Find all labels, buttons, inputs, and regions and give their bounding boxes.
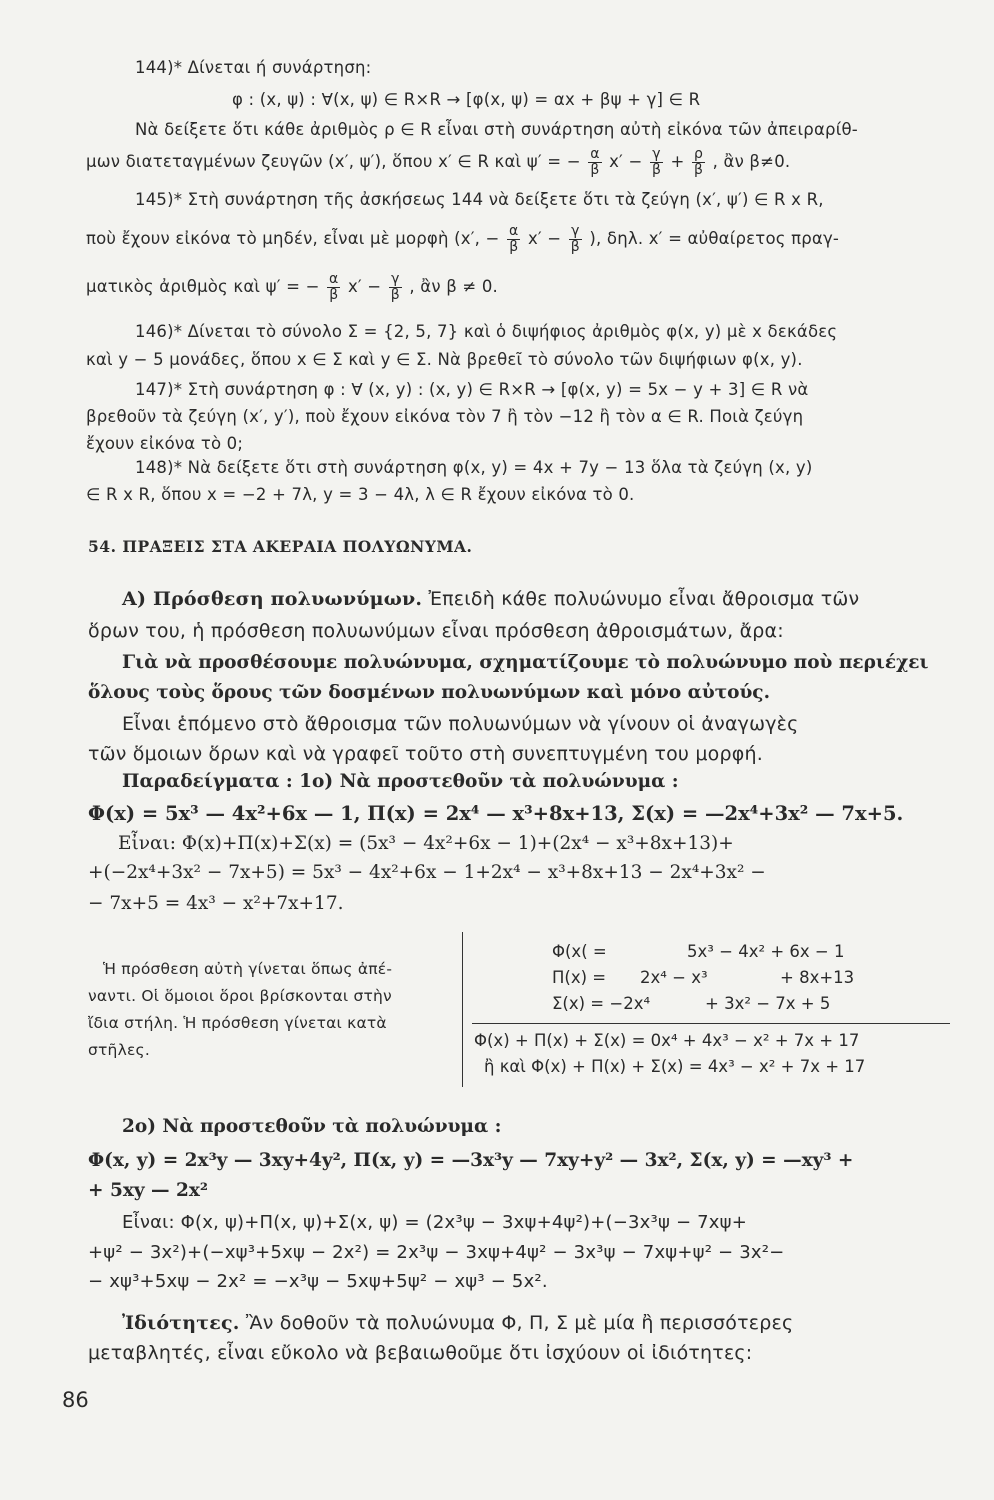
table-sum-line1: Φ(x) + Π(x) + Σ(x) = 0x⁴ + 4x³ − x² + 7x + 17 (474, 1031, 860, 1050)
text-segment: , ἂν β ≠ 0. (409, 277, 498, 296)
example1-calc-line2: +(−2x⁴+3x² − 7x+5) = 5x³ − 4x²+6x − 1+2x⁴ − x³+8x+13 − 2x⁴+3x² − (88, 862, 766, 883)
text-segment: x′ − (609, 152, 643, 171)
exercise-144-line4 (86, 147, 790, 178)
addition-title: Α) Πρόσθεση πολυωνύμων. (122, 588, 423, 610)
table-row-sigma: Σ(x) = −2x⁴ (552, 994, 651, 1013)
fraction-alpha-beta: $\frac{\alpha}{\beta}$ (329, 271, 339, 303)
fraction-alpha-beta: $\frac{\alpha}{\beta}$ (509, 223, 519, 255)
exercise-144-line3: Νὰ δείξετε ὅτι κάθε ἀριθμὸς ρ ∈ R εἶναι στὴ συνάρτηση αὐτὴ εἰκόνα τῶν ἀπειραρίθ- (135, 120, 858, 139)
exercise-145-line2 (86, 224, 839, 255)
page-number: 86 (62, 1388, 89, 1412)
example2-calc-line1: Εἶναι: Φ(x, ψ)+Π(x, ψ)+Σ(x, ψ) = (2x³ψ − 3xψ+4ψ²)+(−3x³ψ − 7xψ+ (122, 1212, 748, 1233)
side-note-line4: στῆλες. (88, 1041, 150, 1059)
table-sum-line2: ἢ καὶ Φ(x) + Π(x) + Σ(x) = 4x³ − x² + 7x + 17 (484, 1057, 866, 1076)
fraction-gamma-beta: $\frac{\gamma}{\beta}$ (651, 146, 662, 178)
addition-paragraph-line2: ὅρων του, ἡ πρόσθεση πολυωνύμων εἶναι πρόσθεση ἀθροισμάτων, ἄρα: (88, 620, 784, 642)
exercise-147-line2: βρεθοῦν τὰ ζεύγη (x′, y′), ποὺ ἔχουν εἰκόνα τὸν 7 ἢ τὸν −12 ἢ τὸν α ∈ R. Ποιὰ ζεύγη (86, 407, 804, 426)
table-row-pi-t1: 2x⁴ − x³ (640, 968, 708, 987)
fraction-rho-beta: $\frac{\rho}{\beta}$ (694, 146, 704, 178)
properties-line1 (122, 1312, 793, 1334)
text-segment: x′ − (527, 229, 562, 248)
example1-title: Παραδείγματα : 1ο) Νὰ προστεθοῦν τὰ πολυώνυμα : (122, 771, 679, 792)
next-paragraph-line2: τῶν ὅμοιων ὅρων καὶ νὰ γραφεῖ τοῦτο στὴ συνεπτυγμένη του μορφή. (88, 743, 763, 765)
text-segment: x′ − (347, 277, 382, 296)
exercise-145-line1: 145)* Στὴ συνάρτηση τῆς ἀσκήσεως 144 νὰ δείξετε ὅτι τὰ ζεύγη (x′, ψ′) ∈ R x R, (135, 190, 824, 209)
properties-title: Ἰδιότητες. (122, 1312, 240, 1334)
example1-polynomials: Φ(x) = 5x³ — 4x²+6x — 1, Π(x) = 2x⁴ — x³+8x+13, Σ(x) = —2x⁴+3x² — 7x+5. (88, 802, 904, 825)
section-heading: 54. ΠΡΑΞΕΙΣ ΣΤΑ ΑΚΕΡΑΙΑ ΠΟΛΥΩΝΥΜΑ. (88, 537, 473, 556)
exercise-148-line2: ∈ R x R, ὅπου x = −2 + 7λ, y = 3 − 4λ, λ ∈ R ἔχουν εἰκόνα τὸ 0. (86, 485, 635, 504)
table-row-pi: Π(x) = (552, 968, 607, 987)
example2-polynomials-line1: Φ(x, y) = 2x³y — 3xy+4y², Π(x, y) = —3x³y — 7xy+y² — 3x², Σ(x, y) = —xy³ + (88, 1150, 854, 1171)
side-note-line3: ἴδια στήλη. Ἡ πρόσθεση γίνεται κατὰ (88, 1014, 387, 1032)
fraction-gamma-beta: $\frac{\gamma}{\beta}$ (570, 223, 580, 255)
exercise-146-line2: καὶ y − 5 μονάδες, ὅπου x ∈ Σ καὶ y ∈ Σ. Νὰ βρεθεῖ τὸ σύνολο τῶν διψήφιων φ(x, y). (86, 350, 803, 369)
addition-rule-line1: Γιὰ νὰ προσθέσουμε πολυώνυμα, σχηματίζουμε τὸ πολυώνυμο ποὺ περιέχει (122, 652, 929, 673)
example2-calc-line2: +ψ² − 3x²)+(−xψ³+5xψ − 2x²) = 2x³ψ − 3xψ+4ψ² − 3x³ψ − 7xψ+ψ² − 3x²− (88, 1242, 785, 1263)
exercise-144-intro: 144)* Δίνεται ή συνάρτηση: (135, 58, 372, 77)
addition-paragraph-line1 (122, 588, 859, 610)
exercise-144-definition: φ : (x, ψ) : ∀(x, ψ) ∈ R×R → [φ(x, ψ) = αx + βψ + γ] ∈ R (232, 90, 701, 109)
exercise-146-line1: 146)* Δίνεται τὸ σύνολο Σ = {2, 5, 7} καὶ ὁ διψήφιος ἀριθμὸς φ(x, y) μὲ x δεκάδες (135, 322, 838, 341)
fraction-gamma-beta: $\frac{\gamma}{\beta}$ (390, 271, 400, 303)
example2-calc-line3: − xψ³+5xψ − 2x² = −x³ψ − 5xψ+5ψ² − xψ³ − 5x². (88, 1271, 548, 1292)
table-row-phi (552, 942, 607, 961)
text-segment: Ἂν δοθοῦν τὰ πολυώνυμα Φ, Π, Σ μὲ μία ἢ περισσότερες (239, 1312, 794, 1334)
exercise-147-line3: ἔχουν εἰκόνα τὸ 0; (86, 434, 244, 453)
properties-line2: μεταβλητές, εἶναι εὔκολο νὰ βεβαιωθοῦμε ὅτι ἰσχύουν οἱ ἰδιότητες: (88, 1342, 753, 1364)
addition-rule-line2: ὅλους τοὺς ὅρους τῶν δοσμένων πολυωνύμων καὶ μόνο αὐτούς. (88, 682, 771, 703)
fraction-alpha-beta: $\frac{\alpha}{\beta}$ (590, 146, 600, 178)
example1-calc-line1: Εἶναι: Φ(x)+Π(x)+Σ(x) = (5x³ − 4x²+6x − 1)+(2x⁴ − x³+8x+13)+ (118, 833, 734, 854)
side-note-line1: Ἡ πρόσθεση αὐτὴ γίνεται ὅπως ἀπέ- (103, 960, 393, 978)
exercise-145-line3 (86, 272, 498, 303)
example2-polynomials-line2: + 5xy — 2x² (88, 1180, 208, 1201)
example2-title: 2ο) Νὰ προστεθοῦν τὰ πολυώνυμα : (122, 1116, 502, 1137)
sum-rule (472, 1023, 950, 1024)
exercise-148-line1: 148)* Νὰ δείξετε ὅτι στὴ συνάρτηση φ(x, y) = 4x + 7y − 13 ὅλα τὰ ζεύγη (x, y) (135, 458, 813, 477)
vertical-rule (462, 932, 463, 1087)
example1-calc-line3: − 7x+5 = 4x³ − x²+7x+17. (88, 893, 344, 914)
next-paragraph-line1: Εἶναι ἑπόμενο στὸ ἄθροισμα τῶν πολυωνύμων νὰ γίνουν οἱ ἀναγωγὲς (122, 713, 799, 735)
text-segment: + (670, 152, 685, 171)
table-row-phi-terms: 5x³ − 4x² + 6x − 1 (687, 942, 845, 961)
table-row-sigma-t1: + 3x² − 7x + 5 (705, 994, 831, 1013)
text-segment: μων διατεταγμένων ζευγῶν (x′, ψ′), ὅπου x′ ∈ R καὶ ψ′ = − (86, 152, 581, 171)
text-segment: Ἐπειδὴ κάθε πολυώνυμο εἶναι ἄθροισμα τῶν (422, 588, 860, 610)
text-segment: , ἂν β≠0. (712, 152, 791, 171)
exercise-147-line1: 147)* Στὴ συνάρτηση φ : ∀ (x, y) : (x, y) ∈ R×R → [φ(x, y) = 5x − y + 3] ∈ R νὰ (135, 380, 809, 399)
row-label: Φ(x( = (552, 942, 607, 961)
text-segment: ), δηλ. x′ = αὐθαίρετος πραγ- (589, 229, 840, 248)
table-row-pi-t2: + 8x+13 (780, 968, 855, 987)
side-note-line2: ναντι. Οἱ ὅμοιοι ὅροι βρίσκονται στὴν (88, 987, 392, 1005)
text-segment: ποὺ ἔχουν εἰκόνα τὸ μηδέν, εἶναι μὲ μορφὴ (x′, − (86, 229, 500, 248)
text-segment: ματικὸς ἀριθμὸς καὶ ψ′ = − (86, 277, 320, 296)
